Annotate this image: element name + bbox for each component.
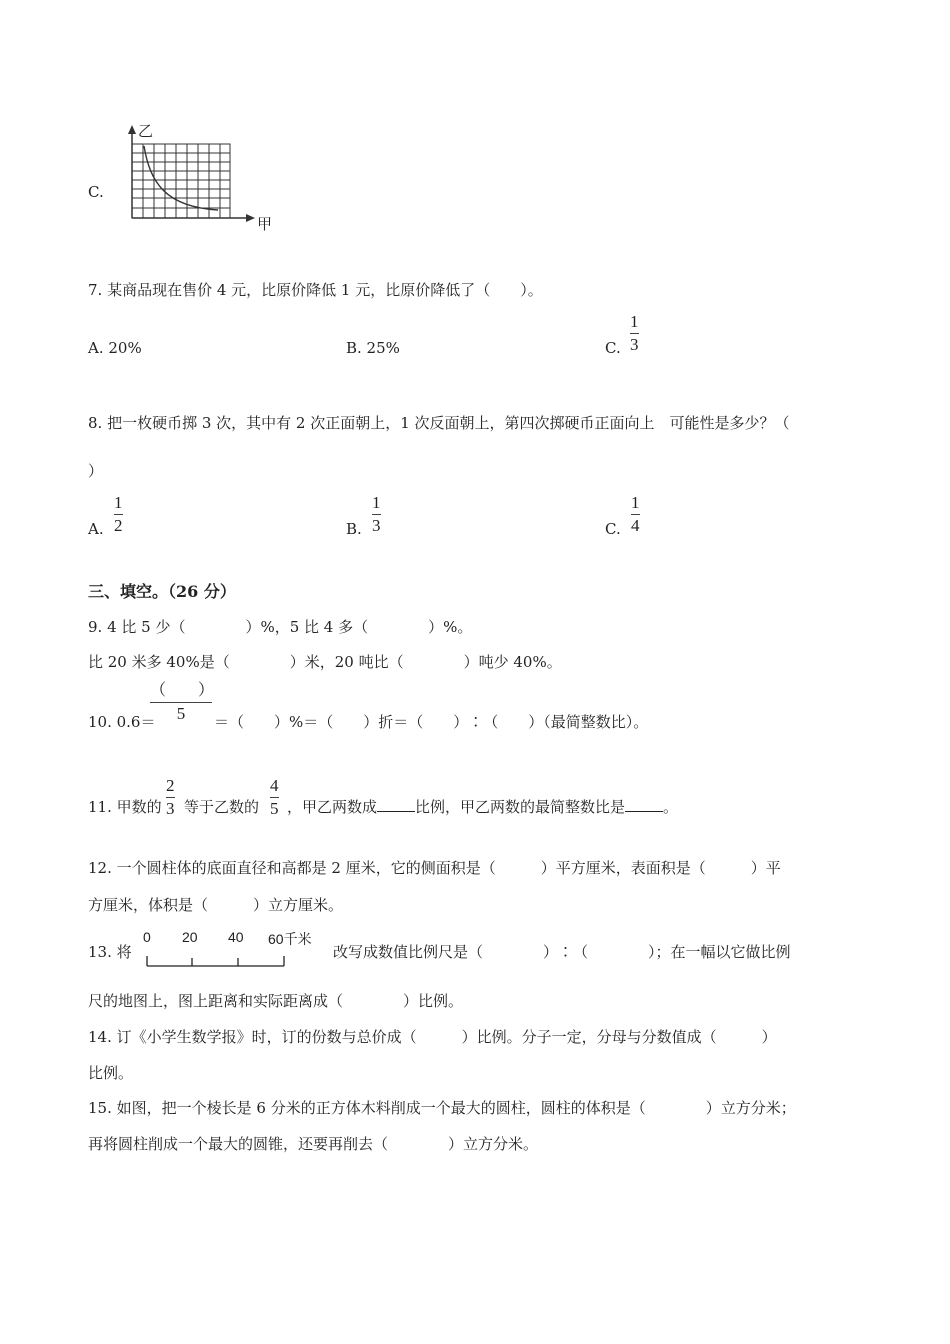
q15-line-2: 再将圆柱削成一个最大的圆锥，还要再削去（ ）立方分米。 (88, 1135, 539, 1153)
fraction-bar (270, 797, 279, 798)
fraction-denominator: 3 (166, 798, 175, 818)
q7-option-c-fraction (630, 313, 639, 354)
q13-scale-label-20: 20 (182, 929, 198, 945)
fraction-bar (114, 514, 123, 515)
q8-option-c-label: C. (605, 520, 621, 538)
q8-question: 8. 把一枚硬币掷 3 次，其中有 2 次正面朝上，1 次反面朝上，第四次掷硬币正面向上 可能性是多少？（ (88, 414, 790, 432)
q6c-x-axis-label: 甲 (257, 215, 273, 233)
q11-text-3a: ，甲乙两数成 (287, 798, 378, 816)
fraction-bar (372, 514, 381, 515)
fraction-numerator: 2 (166, 776, 175, 795)
q10-fraction (150, 682, 215, 723)
q6-option-c-label: C. (88, 183, 104, 201)
fraction-numerator: （ ） (150, 682, 215, 699)
q7-option-c-label: C. (605, 339, 621, 357)
q11-text-2: 等于乙数的 (184, 798, 260, 816)
fraction-denominator: 3 (630, 334, 639, 354)
fraction-numerator: 1 (114, 493, 123, 512)
q6c-y-axis-label: 乙 (138, 122, 154, 140)
q11-blank-1 (377, 797, 415, 812)
fraction-bar (166, 797, 175, 798)
fraction-denominator: 4 (631, 515, 640, 535)
q12-line-1: 12. 一个圆柱体的底面直径和高都是 2 厘米，它的侧面积是（ ）平方厘米，表面积是（ ）平 (88, 859, 781, 877)
q15-line-1: 15. 如图，把一个棱长是 6 分米的正方体木料削成一个最大的圆柱，圆柱的体积是（ ）立方分米； (88, 1099, 796, 1117)
q11-fraction-1 (166, 777, 175, 818)
q13-scale-label-40: 40 (228, 929, 244, 945)
q8-option-a-fraction (114, 494, 123, 535)
q7-option-b: B. 25% (346, 339, 400, 357)
q10-prefix: 10. 0.6＝ (88, 713, 156, 731)
q11-fraction-2 (270, 777, 279, 818)
fraction-denominator: 5 (176, 703, 186, 723)
section-3-title: 三、填空。（26 分） (88, 582, 236, 601)
q9-line-2: 比 20 米多 40%是（ ）米，20 吨比（ ）吨少 40%。 (88, 653, 562, 671)
q11-text-4: 比例，甲乙两数的最简整数比是 (415, 798, 626, 816)
fraction-denominator: 2 (114, 515, 123, 535)
q11-text-3 (287, 796, 678, 817)
q8-option-b-label: B. (346, 520, 362, 538)
q9-line-1: 9. 4 比 5 少（ ）%，5 比 4 多（ ）%。 (88, 618, 473, 636)
q11-blank-2 (625, 797, 663, 812)
q10-suffix: ＝（ ）%＝（ ）折＝（ ）∶（ ）（最简整数比）。 (214, 713, 649, 731)
q8-option-a-label: A. (88, 520, 104, 538)
q12-line-2: 方厘米，体积是（ ）立方厘米。 (88, 896, 344, 914)
q13-scale-label-0: 0 (143, 929, 151, 945)
q13-scale-bar (144, 950, 290, 970)
fraction-numerator: 1 (631, 493, 640, 512)
q13-prefix: 13. 将 (88, 943, 132, 961)
q7-question: 7. 某商品现在售价 4 元，比原价降低 1 元，比原价降低了（ ）。 (88, 281, 543, 299)
fraction-bar (630, 333, 639, 334)
fraction-bar (150, 702, 212, 703)
fraction-denominator: 3 (372, 515, 381, 535)
q13-scale-label-60: 60千米 (268, 931, 312, 947)
q13-line-2: 尺的地图上，图上距离和实际距离成（ ）比例。 (88, 992, 464, 1010)
q14-line-2: 比例。 (88, 1064, 134, 1082)
q11-text-1: 11. 甲数的 (88, 798, 162, 816)
fraction-bar (631, 514, 640, 515)
q13-suffix: 改写成数值比例尺是（ ）∶（ ）；在一幅以它做比例 (333, 943, 791, 961)
q8-option-c-fraction (631, 494, 640, 535)
fraction-numerator: 1 (372, 493, 381, 512)
fraction-numerator: 4 (270, 776, 279, 795)
q11-text-5: 。 (663, 798, 679, 816)
fraction-numerator: 1 (630, 312, 639, 331)
q8-question-end: ） (88, 462, 104, 480)
q14-line-1: 14. 订《小学生数学报》时，订的份数与总价成（ ）比例。分子一定，分母与分数值成（ ） (88, 1028, 777, 1046)
fraction-denominator: 5 (270, 798, 279, 818)
q7-option-a: A. 20% (88, 339, 142, 357)
q8-option-b-fraction (372, 494, 381, 535)
